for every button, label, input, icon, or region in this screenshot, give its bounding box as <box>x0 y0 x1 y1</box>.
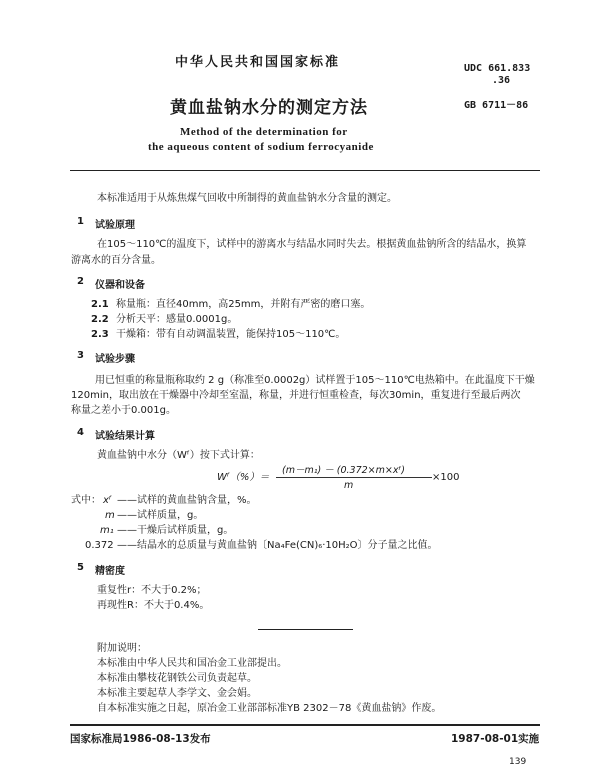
page-number: 139 <box>509 757 527 767</box>
english-title-line2: the aqueous content of sodium ferrocyanide <box>148 141 374 153</box>
udc-code: UDC 661.833 <box>464 63 531 74</box>
item-2-1-text: 称量瓶：直径40mm，高25mm，并附有严密的磨口塞。 <box>116 299 371 310</box>
def-xf-symbol: xᶠ <box>103 495 112 506</box>
formula-lhs: Wᶠ（%）＝ <box>217 472 270 483</box>
def-0372-symbol: 0.372 <box>85 540 114 551</box>
issue-date: 国家标准局1986-08-13发布 <box>70 733 211 745</box>
section-3-text: 用已恒重的称量瓶称取约 2 g（称准至0.0002g）试样置于105～110℃电热箱中。在此温度下干燥 <box>95 375 535 386</box>
notes-divider <box>258 629 353 630</box>
repeatability: 重复性r：不大于0.2%； <box>97 585 207 596</box>
section-4-number: 4 <box>77 427 84 438</box>
formula-numerator: (m－m₁) － (0.372×m×xᶠ) <box>282 465 405 476</box>
formula-multiplier: ×100 <box>432 472 460 483</box>
section-2-title: 仪器和设备 <box>95 280 145 291</box>
note-line-4: 自本标准实施之日起，原冶金工业部部标准YB 2302－78《黄血盐钠》作废。 <box>97 703 442 714</box>
section-5-number: 5 <box>77 562 84 573</box>
section-4-title: 试验结果计算 <box>95 431 155 442</box>
item-2-2-number: 2.2 <box>91 314 109 325</box>
formula-denominator: m <box>344 480 354 491</box>
note-line-1: 本标准由中华人民共和国冶金工业部提出。 <box>97 658 287 669</box>
section-5-title: 精密度 <box>95 566 125 577</box>
def-xf-text: ——试样的黄血盐钠含量，%。 <box>117 495 257 506</box>
section-1-title: 试验原理 <box>95 220 135 231</box>
item-2-1-number: 2.1 <box>91 299 109 310</box>
section-1-text-cont: 游离水的百分含量。 <box>71 255 161 266</box>
section-3-text-cont: 120min，取出放在干燥器中冷却至室温，称量，并进行恒重检查，每次30min，重复进行至最后两次 <box>71 390 521 401</box>
reproducibility: 再现性R：不大于0.4%。 <box>97 600 210 611</box>
footer-divider <box>70 724 540 726</box>
notes-heading: 附加说明： <box>97 643 147 654</box>
def-0372-text: ——结晶水的总质量与黄血盐钠〔Na₄Fe(CN)₆·10H₂O〕分子量之比值。 <box>117 540 438 551</box>
section-1-text: 在105～110℃的温度下，试样中的游离水与结晶水同时失去。根据黄血盐钠所含的结晶水，换算 <box>97 239 527 250</box>
section-1-number: 1 <box>77 216 84 227</box>
gb-code: GB 6711－86 <box>464 100 529 111</box>
english-title-line1: Method of the determination for <box>180 126 348 138</box>
scope-paragraph: 本标准适用于从炼焦煤气回收中所制得的黄血盐钠水分含量的测定。 <box>97 193 397 204</box>
page-title: 黄血盐钠水分的测定方法 <box>170 98 368 118</box>
formula-intro: 黄血盐钠中水分（Wᶠ）按下式计算： <box>97 450 260 461</box>
item-2-2-text: 分析天平：感量0.0001g。 <box>116 314 238 325</box>
fraction-bar <box>276 477 432 478</box>
section-3-number: 3 <box>77 350 84 361</box>
section-3-text-end: 称量之差小于0.001g。 <box>71 405 176 416</box>
def-m1-text: ——干燥后试样质量，g。 <box>117 525 234 536</box>
udc-code-sub: .36 <box>492 75 511 86</box>
def-m-symbol: m <box>105 510 115 521</box>
def-m-text: ——试样质量，g。 <box>117 510 204 521</box>
note-line-3: 本标准主要起草人李学文、金会娟。 <box>97 688 257 699</box>
section-3-title: 试验步骤 <box>95 354 135 365</box>
note-line-2: 本标准由攀枝花钢铁公司负责起草。 <box>97 673 257 684</box>
item-2-3-number: 2.3 <box>91 329 109 340</box>
effective-date: 1987-08-01实施 <box>451 733 540 745</box>
where-label: 式中： <box>71 495 101 506</box>
header-divider <box>70 170 540 171</box>
section-2-number: 2 <box>77 276 84 287</box>
item-2-3-text: 干燥箱：带有自动调温装置，能保持105～110℃。 <box>116 329 346 340</box>
def-m1-symbol: m₁ <box>100 525 114 536</box>
issuing-org: 中华人民共和国国家标准 <box>175 55 341 70</box>
